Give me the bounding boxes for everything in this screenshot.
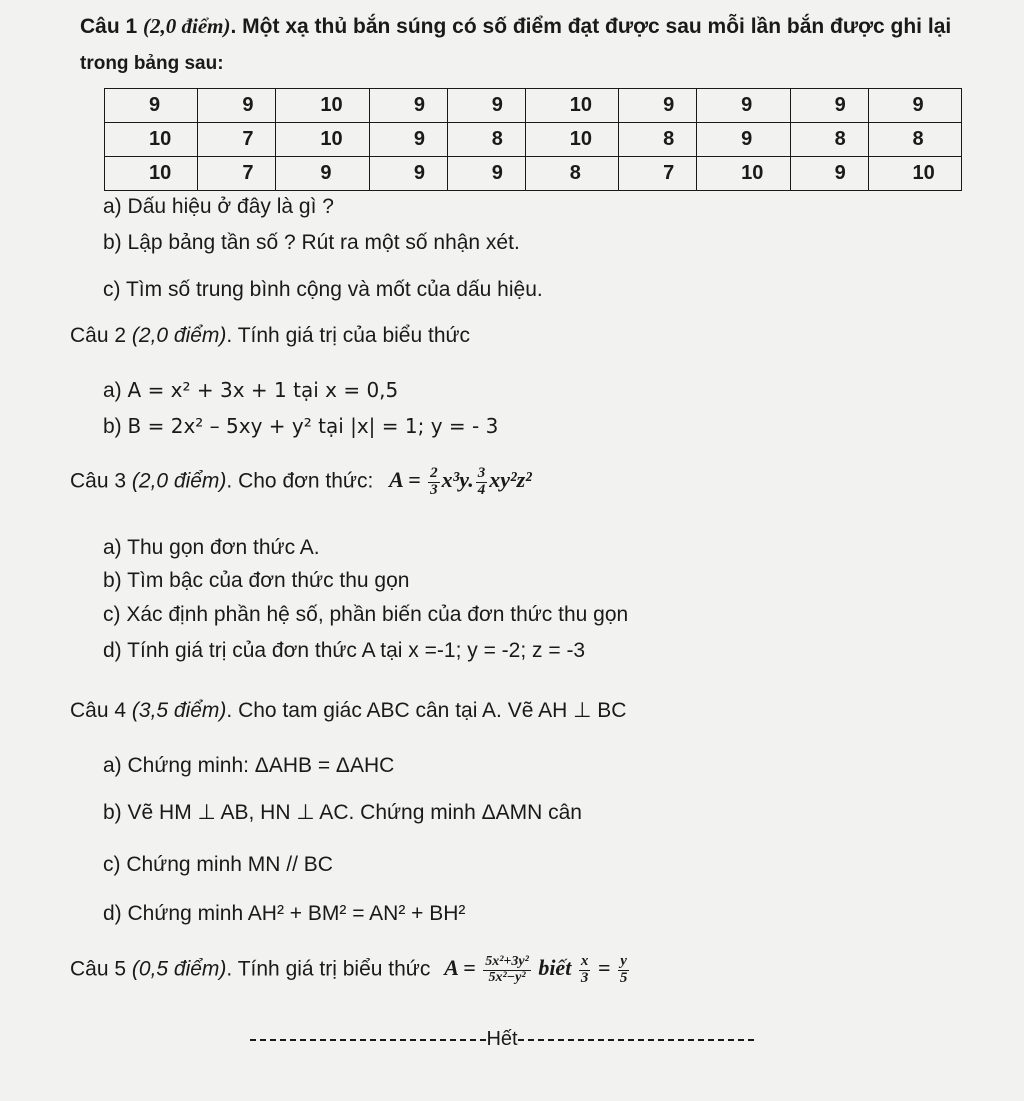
divider [250, 1039, 486, 1041]
item-text: Tìm số trung bình cộng và mốt của dấu hiệu. [125, 278, 543, 301]
formula-tail: xy²z² [489, 467, 532, 493]
item-text: Thu gọn đơn thức A. [127, 536, 320, 559]
fraction [428, 466, 440, 499]
fraction [579, 954, 591, 987]
table-cell: 9 [697, 123, 790, 157]
q2-item-b [103, 414, 498, 439]
table-cell: 8 [790, 123, 868, 157]
q4-label: Câu 4 [70, 699, 127, 722]
fraction [476, 466, 488, 499]
q5-formula [444, 953, 631, 986]
table-cell: 9 [447, 157, 525, 191]
q1-line2: trong bảng sau: [80, 53, 224, 74]
table-cell: 9 [619, 89, 697, 123]
q4-points: (3,5 điểm) [131, 699, 227, 722]
fraction-den: 3 [430, 481, 438, 498]
table-row [105, 157, 962, 191]
table-cell: 9 [790, 157, 868, 191]
fraction-num: 3 [477, 465, 486, 481]
q4-item-d: d) Chứng minh AH² + BM² = AN² + BH² [103, 902, 466, 925]
formula-lhs: A = [444, 955, 476, 981]
table-cell: 10 [276, 123, 369, 157]
table-cell: 9 [868, 89, 961, 123]
end-marker [242, 1028, 762, 1051]
table-cell: 8 [447, 123, 525, 157]
item-mark: b) [103, 231, 122, 254]
item-text: Tính giá trị của đơn thức A tại x =-1; y = -2; z = -3 [127, 639, 586, 662]
item-mark: b) [103, 569, 122, 592]
item-text: Xác định phần hệ số, phần biến của đơn thức thu gọn [126, 603, 629, 626]
q4-text: . Cho tam giác ABC cân tại A. Vẽ AH ⊥ BC [226, 699, 627, 722]
table-row [105, 123, 962, 157]
item-text: Dấu hiệu ở đây là gì ? [127, 195, 334, 218]
q1-text: . Một xạ thủ bắn súng có số điểm đạt được sau mỗi lần bắn được ghi lại [230, 15, 952, 38]
fraction-num: 5x²+3y² [485, 954, 529, 970]
q2-item-a [103, 378, 398, 403]
formula-mid: x³y. [441, 467, 474, 493]
table-cell: 10 [697, 157, 790, 191]
fraction-num: 2 [430, 465, 438, 481]
table-cell: 9 [105, 89, 198, 123]
item-mark: a) [103, 379, 122, 402]
end-text: Hết [486, 1028, 518, 1050]
q3-title [70, 466, 532, 499]
q3-points: (2,0 điểm) [131, 469, 227, 493]
table-cell: 10 [105, 123, 198, 157]
q5-label: Câu 5 [70, 957, 127, 981]
divider [518, 1039, 754, 1041]
table-cell: 9 [198, 89, 276, 123]
q1-label: Câu 1 [80, 15, 138, 38]
item-mark: d) [103, 639, 122, 662]
item-mark: c) [103, 278, 121, 301]
q4-title [70, 698, 626, 723]
fraction-den: 5 [619, 969, 628, 986]
table-cell: 10 [276, 89, 369, 123]
q4-item-c: c) Chứng minh MN // BC [103, 853, 333, 876]
q5-title [70, 954, 631, 987]
q2-label: Câu 2 [70, 324, 127, 347]
q2-text: . Tính giá trị của biểu thức [226, 324, 471, 347]
fraction-den: 4 [477, 481, 486, 498]
fraction-num: y [618, 954, 630, 971]
table-cell: 10 [525, 89, 618, 123]
table-cell: 7 [619, 157, 697, 191]
formula-mid: biết [538, 955, 572, 981]
q3-item-c [103, 603, 628, 627]
table-cell: 7 [198, 157, 276, 191]
item-text: Lập bảng tần số ? Rút ra một số nhận xét. [127, 231, 520, 254]
q1-points: (2,0 điểm) [143, 14, 231, 38]
item-mark: a) [103, 195, 122, 218]
table-cell: 8 [619, 123, 697, 157]
table-cell: 9 [276, 157, 369, 191]
q5-text: . Tính giá trị biểu thức [226, 957, 431, 981]
fraction [618, 954, 630, 987]
table-cell: 7 [198, 123, 276, 157]
table-cell: 9 [369, 123, 447, 157]
q3-item-a [103, 536, 320, 560]
item-formula: A = x² + 3x + 1 tại x = 0,5 [127, 378, 399, 402]
table-cell: 9 [369, 89, 447, 123]
fraction [483, 955, 531, 985]
q3-formula [389, 465, 532, 498]
q2-points: (2,0 điểm) [131, 324, 227, 347]
q4-item-a: a) Chứng minh: ΔAHB = ΔAHC [103, 754, 395, 777]
q5-points: (0,5 điểm) [131, 957, 227, 981]
table-cell: 8 [525, 157, 618, 191]
table-cell: 10 [868, 157, 961, 191]
table-cell: 10 [525, 123, 618, 157]
q1-item-c [103, 278, 543, 302]
q2-title [70, 324, 470, 348]
item-text: Tìm bậc của đơn thức thu gọn [127, 569, 410, 592]
item-mark: b) [103, 415, 122, 438]
item-formula: B = 2x² – 5xy + y² tại |x| = 1; y = - 3 [127, 414, 499, 438]
q3-item-b [103, 569, 409, 593]
table-row [105, 89, 962, 123]
q4-item-b: b) Vẽ HM ⊥ AB, HN ⊥ AC. Chứng minh ΔAMN cân [103, 801, 582, 824]
table-cell: 9 [369, 157, 447, 191]
score-table [104, 88, 962, 191]
formula-lhs: A = [389, 467, 421, 493]
table-cell: 8 [868, 123, 961, 157]
q3-label: Câu 3 [70, 469, 127, 493]
fraction-num: x [580, 953, 589, 969]
q3-item-d [103, 639, 585, 663]
table-cell: 9 [790, 89, 868, 123]
fraction-den: 5x²−y² [488, 969, 526, 985]
formula-eq: = [597, 955, 611, 981]
q3-text: . Cho đơn thức: [226, 469, 374, 493]
item-mark: c) [103, 603, 121, 626]
table-cell: 9 [447, 89, 525, 123]
q1-item-b [103, 231, 520, 255]
q1-item-a [103, 195, 334, 219]
table-cell: 9 [697, 89, 790, 123]
fraction-den: 3 [580, 969, 589, 986]
q1-line1 [80, 14, 951, 39]
table-cell: 10 [105, 157, 198, 191]
item-mark: a) [103, 536, 122, 559]
